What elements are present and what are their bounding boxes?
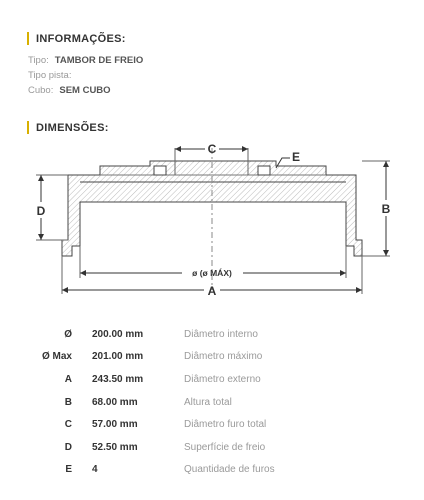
section-accent-bar [27, 121, 29, 134]
info-key: Cubo: [28, 85, 54, 96]
spec-value: 52.50 mm [92, 442, 138, 453]
spec-description: Diâmetro furo total [184, 419, 267, 430]
dim-a-label: A [207, 284, 217, 298]
spec-key: E [65, 464, 72, 475]
spec-description: Diâmetro externo [184, 374, 261, 385]
spec-value: 201.00 mm [92, 351, 144, 362]
spec-value: 200.00 mm [92, 329, 144, 340]
dim-b-label: B [381, 202, 391, 216]
spec-row [0, 419, 424, 437]
info-row-tipo [28, 55, 143, 66]
dim-inner-label: ø (ø MÁX) [192, 268, 232, 278]
info-key: Tipo pista: [28, 70, 72, 81]
spec-value: 243.50 mm [92, 374, 144, 385]
spec-row [0, 329, 424, 347]
spec-key: Ø Max [41, 351, 72, 362]
spec-value: 4 [92, 464, 98, 475]
hub-hole [258, 166, 270, 175]
dim-d-label: D [36, 204, 46, 218]
spec-key: A [64, 374, 72, 385]
dimensions-section-header [27, 121, 109, 134]
spec-key: Ø [64, 329, 72, 340]
spec-value: 68.00 mm [92, 397, 138, 408]
hub-hole [154, 166, 166, 175]
spec-description: Altura total [184, 397, 232, 408]
spec-description: Diâmetro interno [184, 329, 258, 340]
spec-row [0, 374, 424, 392]
spec-row [0, 464, 424, 482]
spec-description: Quantidade de furos [184, 464, 275, 475]
info-title: INFORMAÇÕES: [36, 32, 126, 45]
section-accent-bar [27, 32, 29, 45]
info-section-header [27, 32, 126, 45]
spec-key: D [64, 442, 72, 453]
spec-row [0, 397, 424, 415]
dim-e-label: E [292, 150, 301, 164]
info-row-cubo [28, 85, 111, 96]
spec-key: B [64, 397, 72, 408]
spec-description: Diâmetro máximo [184, 351, 263, 362]
spec-description: Superfície de freio [184, 442, 266, 453]
dim-c-label: C [207, 142, 217, 156]
spec-row [0, 351, 424, 369]
spec-key: C [64, 419, 72, 430]
info-row-tipo-pista [28, 70, 77, 81]
spec-row [0, 442, 424, 460]
info-value: TAMBOR DE FREIO [54, 55, 144, 66]
dimensions-title: DIMENSÕES: [36, 121, 109, 134]
brake-drum-diagram [0, 140, 424, 300]
spec-value: 57.00 mm [92, 419, 138, 430]
info-key: Tipo: [28, 55, 49, 66]
info-value: SEM CUBO [59, 85, 111, 96]
